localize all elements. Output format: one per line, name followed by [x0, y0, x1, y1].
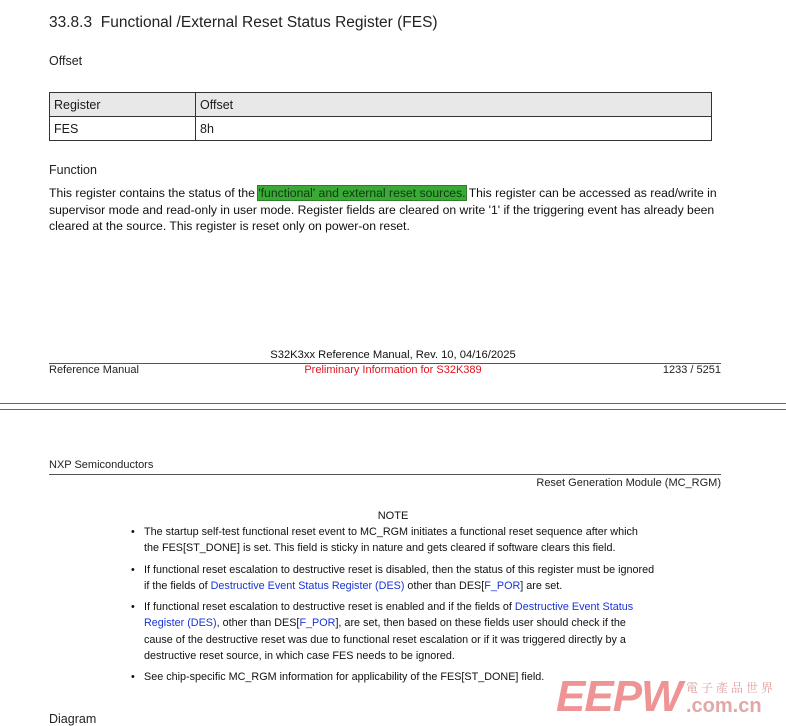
cell-offset: 8h: [196, 117, 712, 141]
note-item-text: If functional reset escalation to destructive reset is enabled and if the fields of: [144, 601, 515, 614]
note-item-text: ], are set, then based on these fields user should check if the cause of the destructive reset was due to functional reset escalation or if it was triggered directly by a destructive reset source, in which case FES needs to be ignored.: [144, 617, 626, 663]
eepw-watermark: [556, 672, 786, 721]
note-item-text: See chip-specific MC_RGM information for applicability of the FES[ST_DONE] field.: [144, 671, 545, 684]
f-por-link[interactable]: F_POR: [299, 617, 336, 630]
offset-heading: Offset: [49, 54, 83, 68]
watermark-domain: .com.cn: [686, 695, 762, 717]
page-separator-top: [0, 403, 786, 404]
note-list: [130, 524, 655, 691]
note-item-text: , other than DES[: [216, 617, 300, 630]
list-item: [130, 524, 655, 557]
f-por-link[interactable]: F_POR: [484, 579, 521, 592]
header-chapter: Reset Generation Module (MC_RGM): [536, 477, 721, 489]
note-item-text: If functional reset escalation to destructive reset is disabled, then the status of this register must be ignored if the fields of: [144, 563, 655, 592]
highlighted-text[interactable]: 'functional' and external reset sources.: [258, 186, 466, 200]
list-item: [130, 562, 655, 595]
watermark-chinese: 電子產品世界: [686, 681, 777, 695]
column-header-register: Register: [50, 93, 196, 117]
header-rule: [49, 474, 721, 475]
function-text-after: This register can be accessed as read/write in supervisor mode and read-only in user mode. Register fields are cleared on write '1' if the triggering event has already been cleared at the source. This register is reset only on power-on reset.: [49, 186, 717, 233]
page-number: 1233 / 5251: [662, 364, 721, 376]
table-row: [50, 117, 712, 141]
footer-left: Reference Manual: [49, 364, 139, 376]
section-title: [49, 14, 438, 32]
function-text-before: This register contains the status of the: [49, 186, 259, 200]
watermark-logo: EEPW: [556, 672, 682, 721]
des-register-link[interactable]: Destructive Event Status Register (DES): [210, 579, 405, 592]
table-header-row: [50, 93, 712, 117]
column-header-offset: Offset: [196, 93, 712, 117]
function-heading: Function: [49, 163, 97, 177]
header-company: NXP Semiconductors: [49, 459, 154, 471]
note-title: NOTE: [377, 510, 409, 522]
note-item-text: other than DES[: [404, 579, 485, 592]
cell-register: FES: [50, 117, 196, 141]
function-paragraph: [49, 185, 721, 235]
des-register-link[interactable]: Destructive Event Status Register (DES): [144, 601, 634, 630]
list-item: [130, 599, 655, 664]
section-number: 33.8.3: [49, 14, 93, 31]
footer-preliminary: Preliminary Information for S32K389: [304, 364, 482, 376]
footer-manual-title: S32K3xx Reference Manual, Rev. 10, 04/16/2025: [270, 349, 516, 361]
offset-table: [49, 92, 712, 141]
diagram-heading: Diagram: [49, 712, 97, 726]
section-title-text: Functional /External Reset Status Register (FES): [100, 14, 438, 31]
page-separator-bottom: [0, 409, 786, 410]
note-item-text: The startup self-test functional reset event to MC_RGM initiates a functional reset sequence after which the FES[ST_DONE] is set. This field is sticky in nature and gets cleared if software clears this field.: [144, 526, 638, 555]
note-item-text: ] are set.: [520, 579, 563, 592]
